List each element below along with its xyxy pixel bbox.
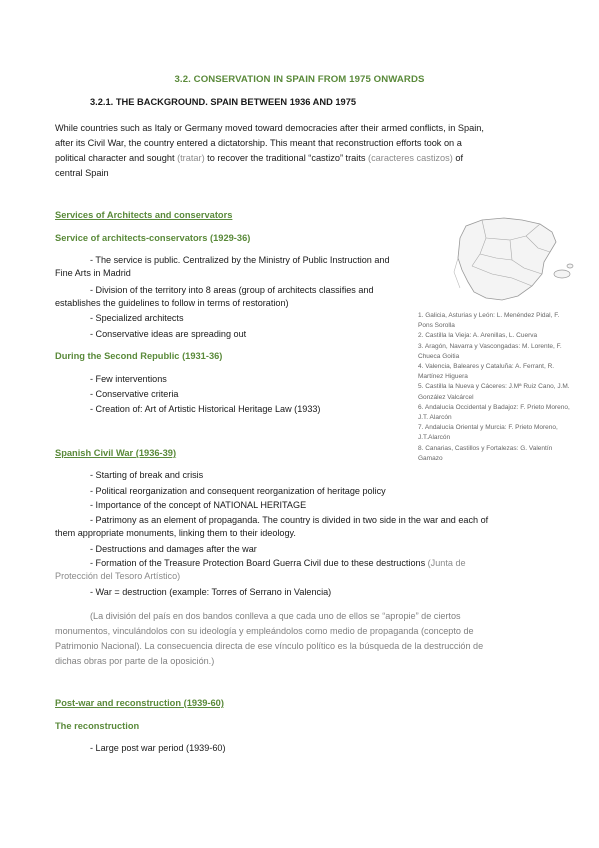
intro-line-3 (55, 151, 463, 167)
civilwar-bullet-7: - War = destruction (example: Torres of Serrano in Valencia) (90, 587, 332, 597)
service-bullet-3: - Specialized architects (90, 313, 184, 323)
caption-line: 2. Castilla la Vieja: A. Arenillas, L. Cuerva (418, 332, 538, 340)
caption-line: 6. Andalucía Occidental y Badajoz: F. Prieto Moreno, (418, 403, 570, 411)
civilwar-bullet-3: - Importance of the concept of NATIONAL HERITAGE (90, 500, 307, 510)
intro-line-4: central Spain (55, 168, 109, 178)
caption-line: J.T.Alarcón (418, 434, 451, 442)
intro-gloss: (tratar) (177, 153, 205, 163)
civilwar-bullet-6 (90, 558, 466, 568)
bullet-gloss: (Junta de (427, 558, 466, 568)
intro-line-2: after its Civil War, the country entered a dictatorship. This meant that reconstruction efforts took on a (55, 138, 462, 148)
reconstruction-bullet-1: - Large post war period (1939-60) (90, 743, 226, 753)
civilwar-bullet-2: - Political reorganization and consequent reorganization of heritage policy (90, 486, 386, 496)
bullet-text: - Formation of the Treasure Protection Board Guerra Civil due to these destructions (90, 558, 428, 568)
civilwar-heading: Spanish Civil War (1936-39) (55, 448, 177, 458)
section-subtitle: 3.2.1. THE BACKGROUND. SPAIN BETWEEN 1936 AND 1975 (90, 97, 357, 107)
civilwar-bullet-1: - Starting of break and crisis (90, 470, 204, 480)
spanish-note-line-4: dichas obras por parte de la oposición.) (55, 656, 215, 666)
postwar-heading: Post-war and reconstruction (1939-60) (55, 698, 224, 708)
republic-bullet-1: - Few interventions (90, 374, 167, 384)
service-bullet-4: - Conservative ideas are spreading out (90, 329, 247, 339)
service-heading: Service of architects-conservators (1929-36) (55, 233, 251, 243)
service-bullet-1: - The service is public. Centralized by the Ministry of Public Instruction and (90, 255, 390, 265)
caption-line: 1. Galicia, Asturias y León: L. Menéndez Pidal, F. (418, 312, 560, 319)
caption-line: Martínez Higuera (418, 373, 468, 381)
caption-line: 3. Aragón, Navarra y Vascongadas: M. Lorente, F. (418, 342, 562, 350)
intro-line-1: While countries such as Italy or Germany moved toward democracies after their armed conflicts, in Spain, (55, 123, 484, 133)
map-caption (418, 311, 596, 464)
service-bullet-1-cont: Fine Arts in Madrid (55, 268, 131, 278)
caption-line: 5. Castilla la Nueva y Cáceres: J.Mª Ruiz Cano, J.M. (418, 383, 570, 391)
spanish-note-line-2: monumentos, vinculándolos con su ideología y empleándolos como medio de propaganda (concepto de (55, 626, 474, 636)
spain-regions-map (452, 208, 578, 308)
caption-line: Chueca Goitia (418, 352, 460, 360)
caption-line: 4. Valencia, Baleares y Cataluña: A. Ferrant, R. (418, 363, 555, 371)
spanish-note-line-3: Patrimonio Nacional). La consecuencia directa de ese vínculo político es la búsqueda de la destrucción de (55, 641, 484, 651)
intro-text: to recover the traditional “castizo” traits (204, 153, 369, 163)
republic-bullet-3: - Creation of: Art of Artistic Historical Heritage Law (1933) (90, 404, 321, 414)
service-bullet-2-cont: establishes the guidelines to follow in terms of restoration) (55, 298, 289, 308)
civilwar-bullet-6-cont: Protección del Tesoro Artístico) (55, 571, 181, 581)
intro-text: of (452, 153, 464, 163)
intro-gloss: (caracteres castizos) (368, 153, 453, 163)
civilwar-bullet-5: - Destructions and damages after the war (90, 544, 257, 554)
civilwar-bullet-4-cont: them appropriate monuments, linking them to their ideology. (55, 528, 296, 538)
caption-line: J.T. Alarcón (418, 414, 452, 422)
republic-heading: During the Second Republic (1931-36) (55, 351, 223, 361)
caption-line: Gamazo (418, 454, 443, 462)
intro-text: political character and sought (55, 153, 178, 163)
spanish-note-line-1: (La división del país en dos bandos conlleva a que cada uno de ellos se “apropie” de ciertos (90, 611, 461, 621)
republic-bullet-2: - Conservative criteria (90, 389, 179, 399)
caption-line: 8. Canarias, Castillos y Fortalezas: G. Valentín (418, 444, 553, 452)
reconstruction-heading: The reconstruction (55, 721, 140, 731)
service-bullet-2: - Division of the territory into 8 areas (group of architects classifies and (90, 285, 374, 295)
caption-line: Pons Sorolla (418, 322, 455, 330)
civilwar-bullet-4: - Patrimony as an element of propaganda. The country is divided in two side in the war and each of (90, 515, 489, 525)
page-title: 3.2. CONSERVATION IN SPAIN FROM 1975 ONWARDS (174, 74, 425, 85)
services-heading: Services of Architects and conservators (55, 210, 233, 220)
caption-line: González Valcárcel (418, 393, 474, 401)
caption-line: 7. Andalucía Oriental y Murcia: F. Prieto Moreno, (418, 424, 558, 432)
